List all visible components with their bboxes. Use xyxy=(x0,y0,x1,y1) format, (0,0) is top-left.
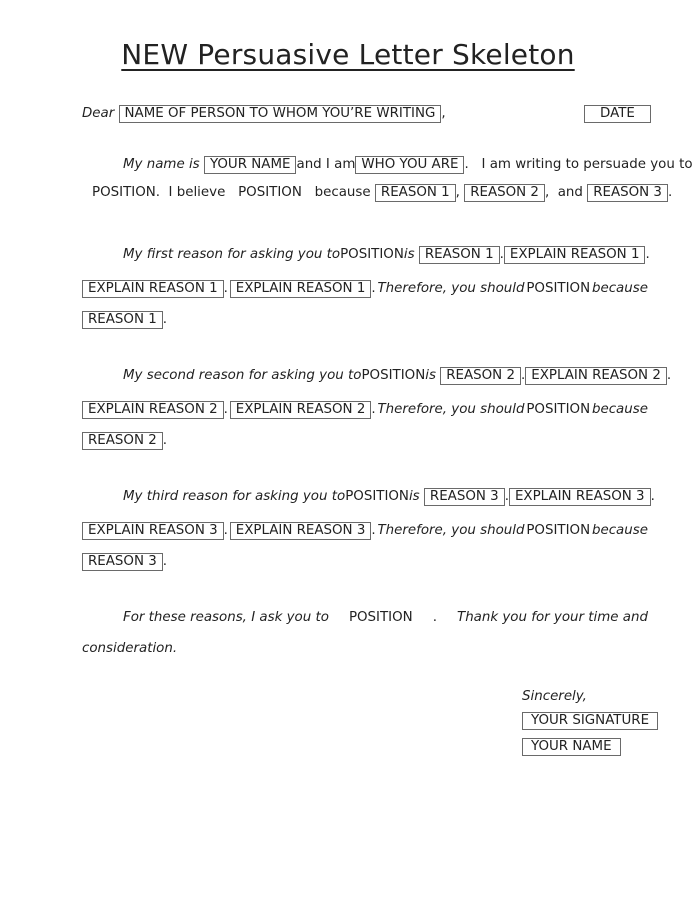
reason-field[interactable]: REASON 3 xyxy=(424,488,505,506)
position-field[interactable]: POSITION xyxy=(92,185,156,200)
explain-field[interactable]: EXPLAIN REASON 1 xyxy=(230,280,372,298)
reason1-line-1: My first reason for asking you to POSITION is REASON 1 . EXPLAIN REASON 1 . xyxy=(123,247,650,262)
intro-line-1 xyxy=(82,156,693,174)
salutation-line xyxy=(82,105,648,123)
reason1-line-3: REASON 1 . xyxy=(82,311,648,329)
sincerely xyxy=(522,688,662,706)
reason2-line-1: My second reason for asking you to POSITION is REASON 2 . EXPLAIN REASON 2 . xyxy=(123,368,672,383)
reason1-line-2: EXPLAIN REASON 1 . EXPLAIN REASON 1 . Therefore, you should POSITION because xyxy=(82,280,648,298)
reason-field[interactable]: REASON 2 xyxy=(440,367,521,385)
text: is xyxy=(425,368,436,383)
text: For these reasons, I ask you to xyxy=(123,610,329,625)
dear-label: Dear xyxy=(82,106,115,121)
text: , and xyxy=(544,185,583,200)
text: . I am writing to persuade you to xyxy=(464,157,693,172)
text: because xyxy=(591,523,648,538)
position-field[interactable]: POSITION xyxy=(340,247,404,262)
date-field[interactable]: DATE xyxy=(584,105,651,123)
reason2-line-3: REASON 2 . xyxy=(82,432,648,450)
who-you-are-field[interactable]: WHO YOU ARE xyxy=(355,156,464,174)
reason1-field[interactable]: REASON 1 xyxy=(375,184,456,202)
reason3-field[interactable]: REASON 3 xyxy=(587,184,668,202)
text: is xyxy=(408,489,420,504)
text: My second reason for asking you to xyxy=(123,368,362,383)
text: and I am xyxy=(296,157,356,172)
text: because xyxy=(591,281,648,296)
text: consideration. xyxy=(82,641,178,656)
reason3-line-3: REASON 3 . xyxy=(82,553,648,571)
explain-field[interactable]: EXPLAIN REASON 2 xyxy=(82,401,224,419)
text: is xyxy=(403,247,415,262)
explain-field[interactable]: EXPLAIN REASON 3 xyxy=(82,522,224,540)
position-field[interactable]: POSITION xyxy=(526,281,591,296)
name-field[interactable]: YOUR NAME xyxy=(522,738,621,756)
position-field[interactable]: POSITION xyxy=(345,489,409,504)
closing-line-2 xyxy=(82,640,648,658)
reason2-line-2: EXPLAIN REASON 2 . EXPLAIN REASON 2 . Therefore, you should POSITION because xyxy=(82,401,648,419)
position-field[interactable]: POSITION xyxy=(526,523,591,538)
sincerely-text: Sincerely, xyxy=(522,689,587,704)
text: because xyxy=(591,402,648,417)
text: Therefore, you should xyxy=(377,523,525,538)
reason2-field[interactable]: REASON 2 xyxy=(464,184,545,202)
explain-field[interactable]: EXPLAIN REASON 2 xyxy=(230,401,372,419)
explain-field[interactable]: EXPLAIN REASON 3 xyxy=(230,522,372,540)
reason-field[interactable]: REASON 3 xyxy=(82,553,163,571)
recipient-field[interactable]: NAME OF PERSON TO WHOM YOU’RE WRITING xyxy=(119,105,442,123)
text: My third reason for asking you to xyxy=(123,489,346,504)
signature-field[interactable]: YOUR SIGNATURE xyxy=(522,712,658,730)
reason-field[interactable]: REASON 1 xyxy=(419,246,500,264)
text: Therefore, you should xyxy=(377,402,525,417)
text: My name is xyxy=(123,157,200,172)
text: . I believe xyxy=(155,185,226,200)
position-field[interactable]: POSITION xyxy=(361,368,426,383)
explain-field[interactable]: EXPLAIN REASON 1 xyxy=(504,246,646,264)
intro-line-2: POSITION. I believe POSITION because REASON 1 , REASON 2 , and REASON 3 . xyxy=(92,185,673,200)
explain-field[interactable]: EXPLAIN REASON 2 xyxy=(525,367,667,385)
text: My first reason for asking you to xyxy=(123,247,341,262)
text: Therefore, you should xyxy=(377,281,525,296)
comma: , xyxy=(441,106,446,121)
reason-field[interactable]: REASON 1 xyxy=(82,311,163,329)
position-field[interactable]: POSITION xyxy=(238,185,302,200)
text: because xyxy=(314,185,371,200)
explain-field[interactable]: EXPLAIN REASON 3 xyxy=(509,488,651,506)
position-field[interactable]: POSITION xyxy=(526,402,591,417)
text: Thank you for your time and xyxy=(457,610,648,625)
page-title: NEW Persuasive Letter Skeleton xyxy=(121,38,575,71)
position-field[interactable]: POSITION xyxy=(348,610,413,625)
explain-field[interactable]: EXPLAIN REASON 1 xyxy=(82,280,224,298)
your-name-field[interactable]: YOUR NAME xyxy=(204,156,297,174)
closing-line-1: For these reasons, I ask you to POSITION . Thank you for your time and xyxy=(123,610,648,625)
reason3-line-2: EXPLAIN REASON 3 . EXPLAIN REASON 3 . Therefore, you should POSITION because xyxy=(82,522,648,540)
signature-line xyxy=(522,712,662,730)
reason-field[interactable]: REASON 2 xyxy=(82,432,163,450)
reason3-line-1: My third reason for asking you to POSITION is REASON 3 . EXPLAIN REASON 3 . xyxy=(123,489,655,504)
name-line xyxy=(522,738,662,756)
